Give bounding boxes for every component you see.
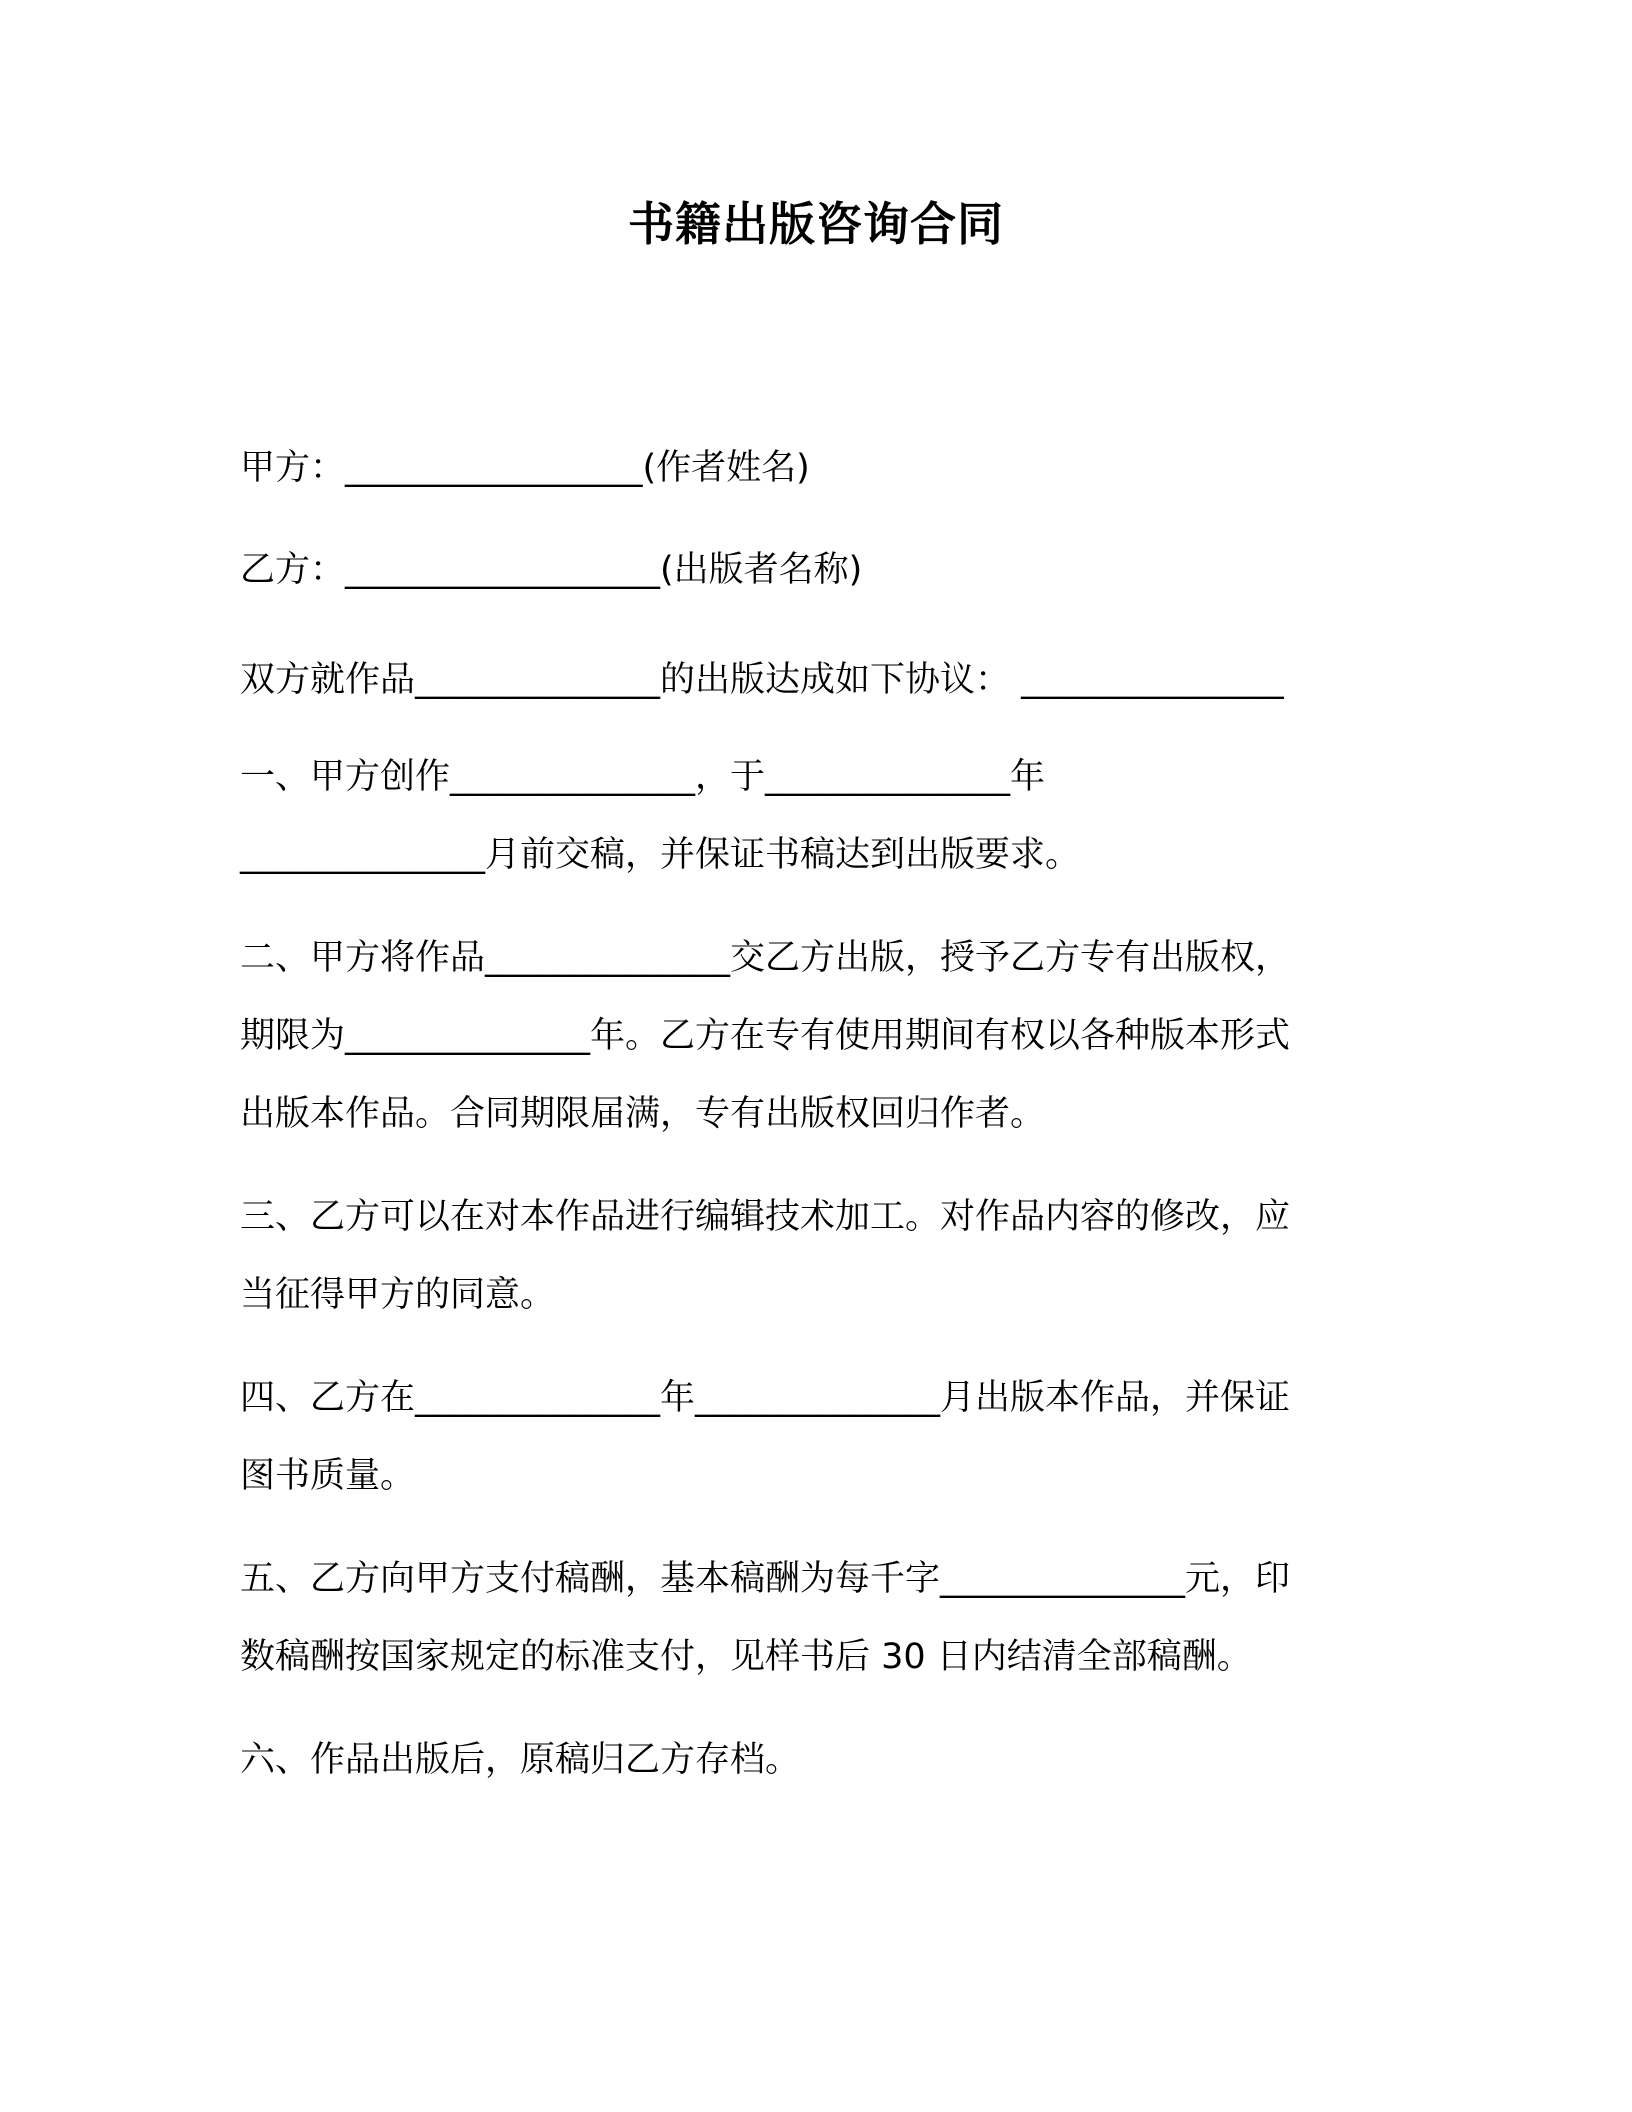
clause-2-line-1: 二、甲方将作品______________交乙方出版，授予乙方专有出版权，: [240, 938, 1291, 978]
party-a-line: 甲方：_________________(作者姓名): [240, 448, 810, 488]
clause-4-line-2: 图书质量。: [240, 1456, 416, 1496]
clause-1-line-2: ______________月前交稿，并保证书稿达到出版要求。: [240, 835, 1081, 875]
clause-4-line-1: 四、乙方在______________年______________月出版本作品，并保证: [240, 1378, 1291, 1418]
clause-5-line-1: 五、乙方向甲方支付稿酬，基本稿酬为每千字______________元，印: [240, 1559, 1291, 1599]
clause-6-line-1: 六、作品出版后，原稿归乙方存档。: [240, 1740, 801, 1780]
party-b-line: 乙方：__________________(出版者名称): [240, 550, 863, 590]
clause-3-line-1: 三、乙方可以在对本作品进行编辑技术加工。对作品内容的修改，应: [240, 1197, 1291, 1237]
clause-5-line-2: 数稿酬按国家规定的标准支付，见样书后 30 日内结清全部稿酬。: [240, 1637, 1252, 1677]
clause-2-line-3: 出版本作品。合同期限届满，专有出版权回归作者。: [240, 1094, 1046, 1134]
agreement-intro-line: 双方就作品______________的出版达成如下协议： _______________: [240, 660, 1284, 700]
document-title: 书籍出版咨询合同: [628, 197, 1004, 251]
clause-1-line-1: 一、甲方创作______________，于______________年: [240, 757, 1046, 797]
clause-3-line-2: 当征得甲方的同意。: [240, 1275, 556, 1315]
clause-2-line-2: 期限为______________年。乙方在专有使用期间有权以各种版本形式: [240, 1016, 1291, 1056]
